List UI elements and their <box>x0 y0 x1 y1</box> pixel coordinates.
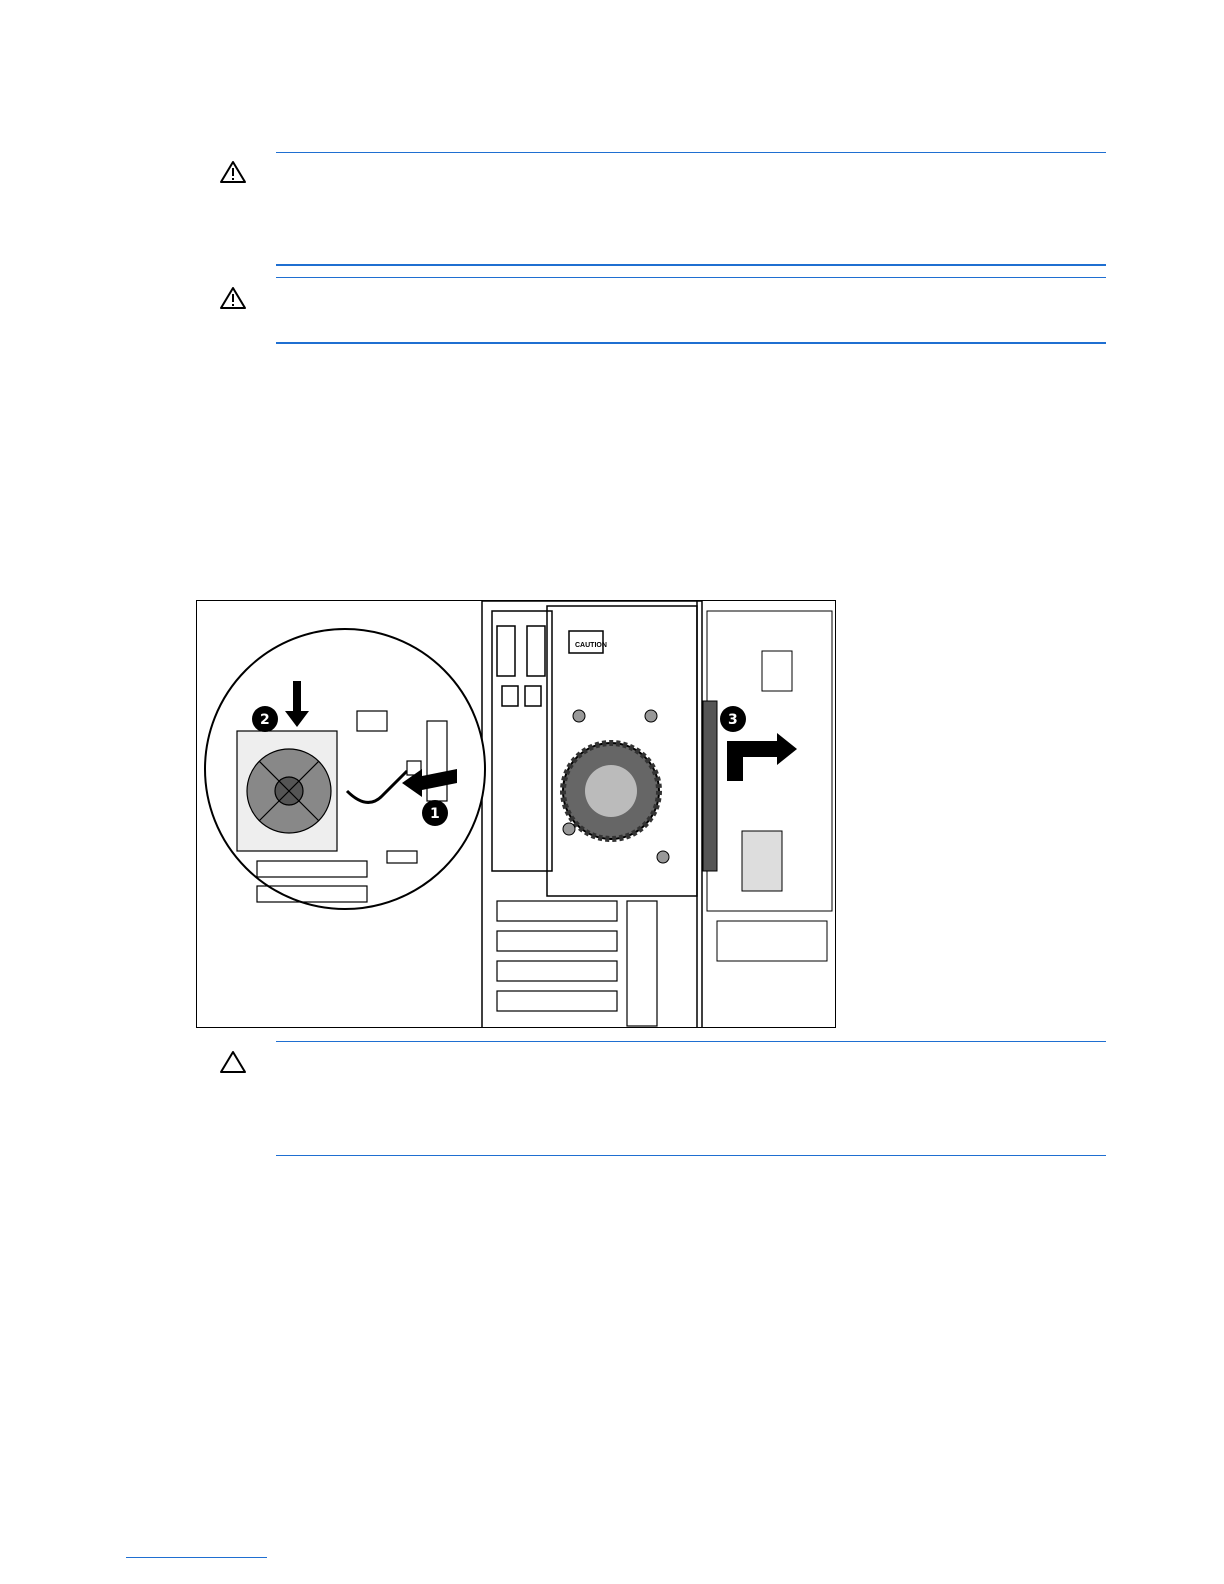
notice-bottom-rule <box>276 264 1106 266</box>
svg-text:1: 1 <box>430 806 440 822</box>
expansion-slots <box>497 901 657 1026</box>
callout-1 <box>422 800 448 826</box>
fan-removal-illustration <box>196 600 836 1028</box>
motherboard-area <box>707 611 832 961</box>
notice-top-rule <box>276 152 1106 153</box>
notice-bottom-rule <box>276 1155 1106 1156</box>
notice-top-rule <box>276 1041 1106 1042</box>
illustration-svg <box>197 601 836 1028</box>
warning-triangle-icon <box>219 160 247 184</box>
warning-triangle-icon <box>219 286 247 310</box>
zoom-inset <box>205 629 485 909</box>
notice-bottom-rule <box>276 342 1106 344</box>
svg-text:3: 3 <box>728 712 738 728</box>
callout-3 <box>720 706 746 732</box>
caution-triangle-icon <box>219 1050 247 1074</box>
callout-2 <box>252 706 278 732</box>
footer-rule <box>126 1557 267 1558</box>
notice-top-rule <box>276 277 1106 278</box>
rear-fan-grill <box>563 710 669 863</box>
svg-text:2: 2 <box>260 712 270 728</box>
caution-label: CAUTION <box>575 642 607 649</box>
